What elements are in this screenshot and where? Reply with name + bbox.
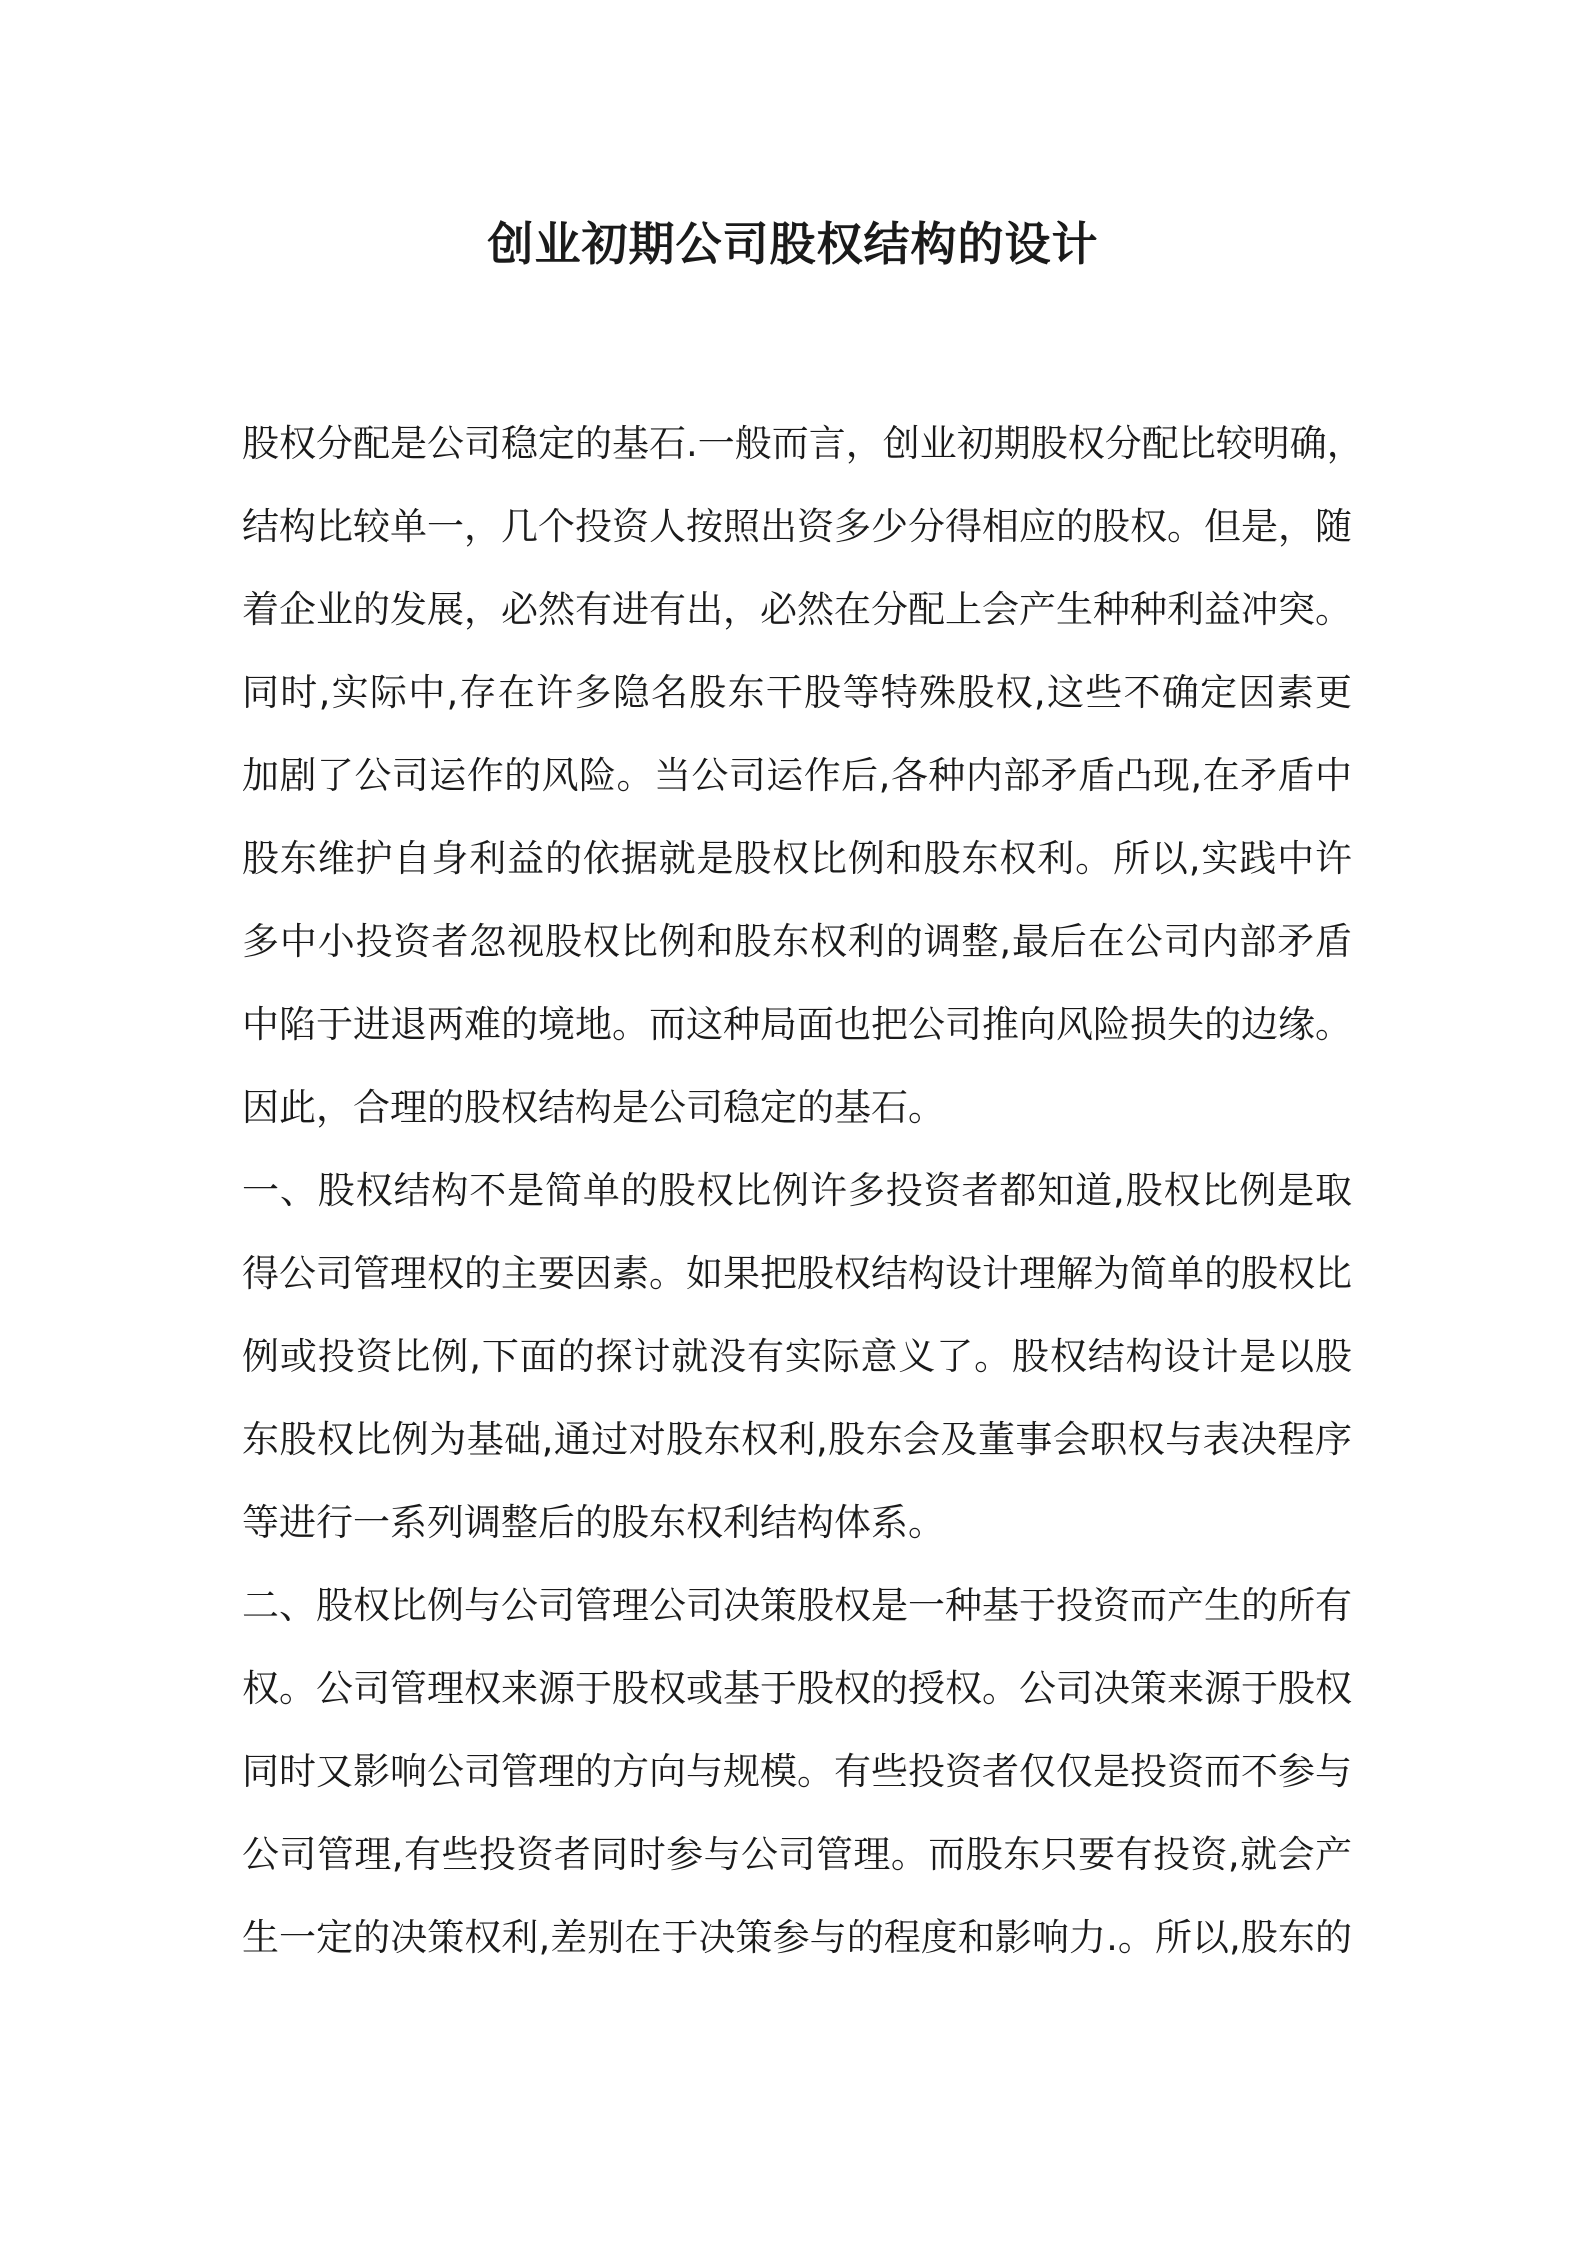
text-line: 东股权比例为基础,通过对股东权利,股东会及董事会职权与表决程序 bbox=[242, 1418, 1352, 1461]
text-line: 多中小投资者忽视股权比例和股东权利的调整,最后在公司内部矛盾 bbox=[242, 920, 1352, 963]
text-line: 公司管理,有些投资者同时参与公司管理。而股东只要有投资,就会产 bbox=[242, 1833, 1352, 1876]
document-body bbox=[242, 402, 1364, 1979]
text-line: 中陷于进退两难的境地。而这种局面也把公司推向风险损失的边缘。 bbox=[242, 1003, 1352, 1046]
text-line: 一、股权结构不是简单的股权比例许多投资者都知道,股权比例是取 bbox=[242, 1169, 1352, 1212]
text-line: 二、股权比例与公司管理公司决策股权是一种基于投资而产生的所有 bbox=[242, 1584, 1352, 1627]
text-line: 例或投资比例,下面的探讨就没有实际意义了。股权结构设计是以股 bbox=[242, 1335, 1352, 1378]
text-line: 同时又影响公司管理的方向与规模。有些投资者仅仅是投资而不参与 bbox=[242, 1750, 1352, 1793]
text-line: 股权分配是公司稳定的基石.一般而言，创业初期股权分配比较明确， bbox=[242, 422, 1364, 465]
text-line: 股东维护自身利益的依据就是股权比例和股东权利。所以,实践中许 bbox=[242, 837, 1352, 880]
text-line: 得公司管理权的主要因素。如果把股权结构设计理解为简单的股权比 bbox=[242, 1252, 1352, 1295]
text-line: 同时,实际中,存在许多隐名股东干股等特殊股权,这些不确定因素更 bbox=[242, 671, 1352, 714]
document-title: 创业初期公司股权结构的设计 bbox=[487, 217, 1099, 271]
text-line: 权。公司管理权来源于股权或基于股权的授权。公司决策来源于股权 bbox=[242, 1667, 1352, 1710]
text-line: 生一定的决策权利,差别在于决策参与的程度和影响力.。所以,股东的 bbox=[242, 1916, 1352, 1959]
text-line: 因此，合理的股权结构是公司稳定的基石。 bbox=[242, 1086, 945, 1129]
text-line: 等进行一系列调整后的股东权利结构体系。 bbox=[242, 1501, 945, 1544]
text-line: 加剧了公司运作的风险。当公司运作后,各种内部矛盾凸现,在矛盾中 bbox=[242, 754, 1352, 797]
text-line: 着企业的发展，必然有进有出，必然在分配上会产生种种利益冲突。 bbox=[242, 588, 1352, 631]
text-line: 结构比较单一，几个投资人按照出资多少分得相应的股权。但是，随 bbox=[242, 505, 1352, 548]
